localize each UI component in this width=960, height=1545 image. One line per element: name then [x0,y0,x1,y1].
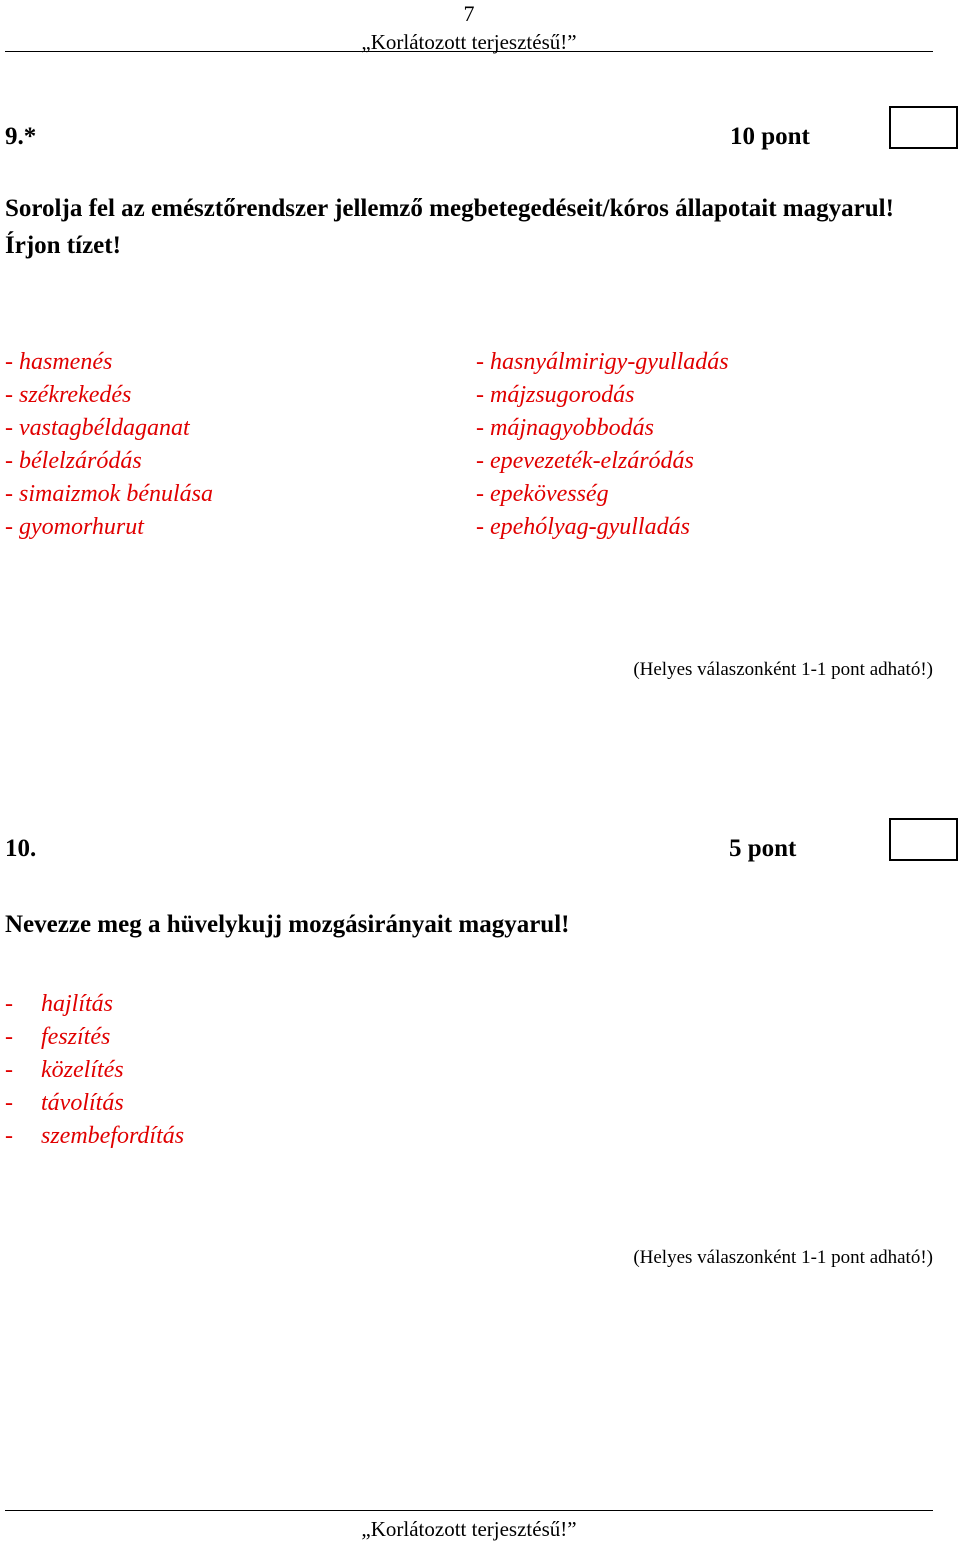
answer-item: - szembefordítás [5,1123,185,1149]
answer-item: - gyomorhurut [5,514,144,540]
answer-item: - simaizmok bénulása [5,481,213,507]
task-9-question: Sorolja fel az emésztőrendszer jellemző megbetegedéseit/kóros állapotait magyarul! Írjon tízet! [5,195,894,259]
answer-item: - bélelzáródás [5,448,142,474]
answer-item: - hajlítás [5,991,114,1017]
answer-item: - közelítés [5,1057,124,1083]
answer-item: - távolítás [5,1090,124,1116]
task-9-score-box [889,106,958,149]
task-9-answers-left [5,346,213,544]
answer-item: - epehólyag-gyulladás [476,514,690,540]
task-10-number: 10. [5,835,37,862]
footer-distribution-notice: „Korlátozott terjesztésű!” [361,1517,577,1541]
answer-item: - epevezeték-elzáródás [476,448,694,474]
answer-item: - hasmenés [5,349,113,375]
page-number: 7 [463,1,475,26]
task-10-scoring-note: (Helyes válaszonként 1-1 pont adható!) [633,1247,933,1268]
answer-item: - hasnyálmirigy-gyulladás [476,349,729,375]
task-9-number: 9.* [5,123,37,150]
header-distribution-notice: „Korlátozott terjesztésű!” [361,30,577,54]
task-10-answers [5,988,405,1153]
answer-item: - epekövesség [476,481,609,507]
answer-item: - vastagbéldaganat [5,415,190,441]
task-10-score-box [889,818,958,861]
footer-divider [5,1510,933,1511]
answer-item: - májzsugorodás [476,382,635,408]
task-9-scoring-note: (Helyes válaszonként 1-1 pont adható!) [633,659,933,680]
answer-item: - székrekedés [5,382,132,408]
answer-item: - májnagyobbodás [476,415,654,441]
task-9-answers-right [476,346,729,544]
task-9-points: 10 pont [730,123,810,150]
task-10-points: 5 pont [729,835,797,862]
answer-item: - feszítés [5,1024,111,1050]
task-10-question: Nevezze meg a hüvelykujj mozgásirányait magyarul! [5,911,570,938]
header-divider [5,51,933,52]
